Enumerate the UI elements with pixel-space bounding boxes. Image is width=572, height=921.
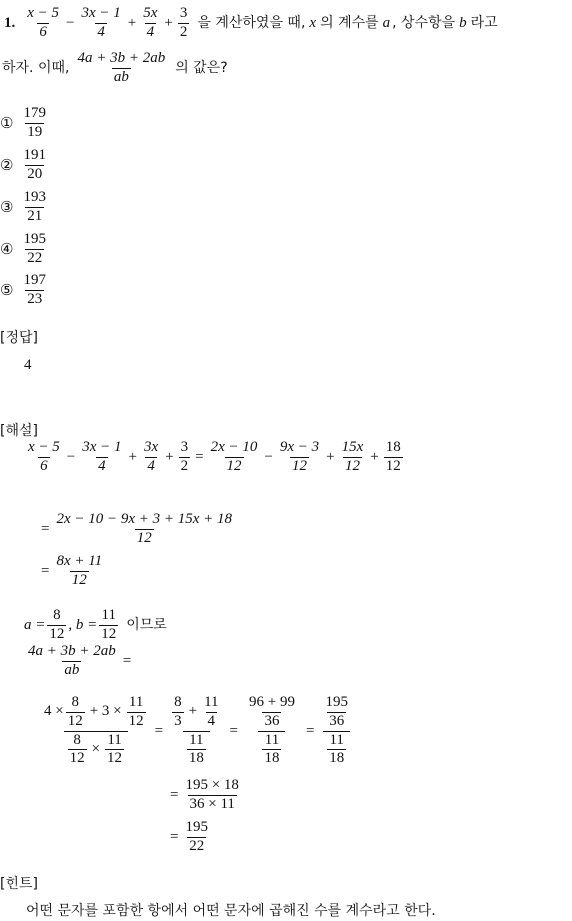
choice-mark: ①	[0, 113, 14, 132]
choice-1[interactable]	[0, 106, 50, 141]
choice-mark: ⑤	[0, 280, 14, 299]
choice-4[interactable]	[0, 232, 50, 267]
var-x: x	[309, 14, 317, 31]
solution-label: [해설]	[0, 423, 38, 439]
solution-step-2: = $\frac{2x - 10 - 9x + 3 + 15x + 18}{12}$	[41, 511, 233, 546]
choice-fraction: $\frac{191}{20}$	[23, 147, 46, 182]
choice-2[interactable]	[0, 148, 50, 183]
question-text-3: , 상수항을	[392, 15, 456, 32]
solution-step-1: $\frac{x - 5}{6}$ − $\frac{3x - 1}{4}$ + $\frac{3x}{4}$ + $\frac{3}{2}$ = $\frac{2x - 10}{12}$ − $\frac{9x - 3}{12}$ + $\frac{15x}{12}$ + $\frac{18}{12}$	[28, 439, 401, 474]
solution-target: $\frac{4a + 3b + 2ab}{ab}$ =	[28, 643, 132, 678]
solution-final: = $\frac{195}{22}$	[170, 819, 208, 854]
choice-5[interactable]	[0, 273, 50, 308]
var-a: a	[382, 14, 391, 31]
choice-fraction: $\frac{197}{23}$	[23, 272, 46, 307]
choice-mark: ④	[0, 239, 14, 258]
solution-ab-values: a = $\frac{8}{12}$ , b = $\frac{11}{12}$ 이므로	[24, 607, 167, 642]
choice-3[interactable]	[0, 190, 50, 225]
solution-step-5: = $\frac{195 \times 18}{36 \times 11}$	[170, 777, 239, 812]
question-suffix: 의 값은?	[175, 60, 228, 77]
fraction: $\frac{x - 5}{6}$	[27, 5, 60, 40]
solution-step-4: 4 × $\frac{8}{12}$ + 3 × $\frac{11}{12}$ $\frac{8}{12}$ × $\frac{11}{12}$ = $\frac{8}{3}$ + $\frac{11}{4}$ $\frac{11}{18}$ = $\frac{\frac{96 + 99}{36}}{\frac{11}{18}}$ = $\frac{\frac{195}{36}}{\frac{11}{18}}$	[40, 695, 356, 767]
fraction: $\frac{3x - 1}{4}$	[81, 5, 121, 40]
question-prefix: 하자. 이때,	[2, 60, 70, 77]
question-text-1: 을 계산하였을 때,	[197, 15, 306, 32]
fraction: $\frac{5x}{4}$	[143, 5, 158, 40]
choice-fraction: $\frac{193}{21}$	[23, 189, 46, 224]
choice-fraction: $\frac{179}{19}$	[23, 105, 46, 140]
question-expression: $\frac{x - 5}{6}$ − $\frac{3x - 1}{4}$ + $\frac{5x}{4}$ + $\frac{3}{2}$	[27, 5, 188, 40]
var-b: b	[459, 14, 467, 31]
question-text-4: 라고	[470, 15, 498, 32]
answer-label: [정답]	[0, 330, 38, 346]
hint-text: 어떤 문자를 포함한 항에서 어떤 문자에 곱해진 수를 계수라고 한다.	[26, 903, 436, 919]
question-line-2	[2, 51, 228, 86]
question-number: 1.	[4, 14, 16, 31]
question-text-2: 의 계수를	[320, 15, 379, 32]
choice-mark: ②	[0, 155, 14, 174]
solution-step-3: = $\frac{8x + 11}{12}$	[41, 553, 103, 588]
target-fraction: $\frac{4a + 3b + 2ab}{ab}$	[77, 50, 166, 85]
choice-mark: ③	[0, 197, 14, 216]
question-line-1	[4, 6, 498, 41]
answer-value: 4	[24, 357, 32, 373]
choice-fraction: $\frac{195}{22}$	[23, 231, 46, 266]
hint-label: [힌트]	[0, 876, 38, 892]
compound-fraction: 4 × $\frac{8}{12}$ + 3 × $\frac{11}{12}$ $\frac{8}{12}$ × $\frac{11}{12}$	[44, 694, 144, 767]
fraction: $\frac{3}{2}$	[179, 5, 188, 40]
